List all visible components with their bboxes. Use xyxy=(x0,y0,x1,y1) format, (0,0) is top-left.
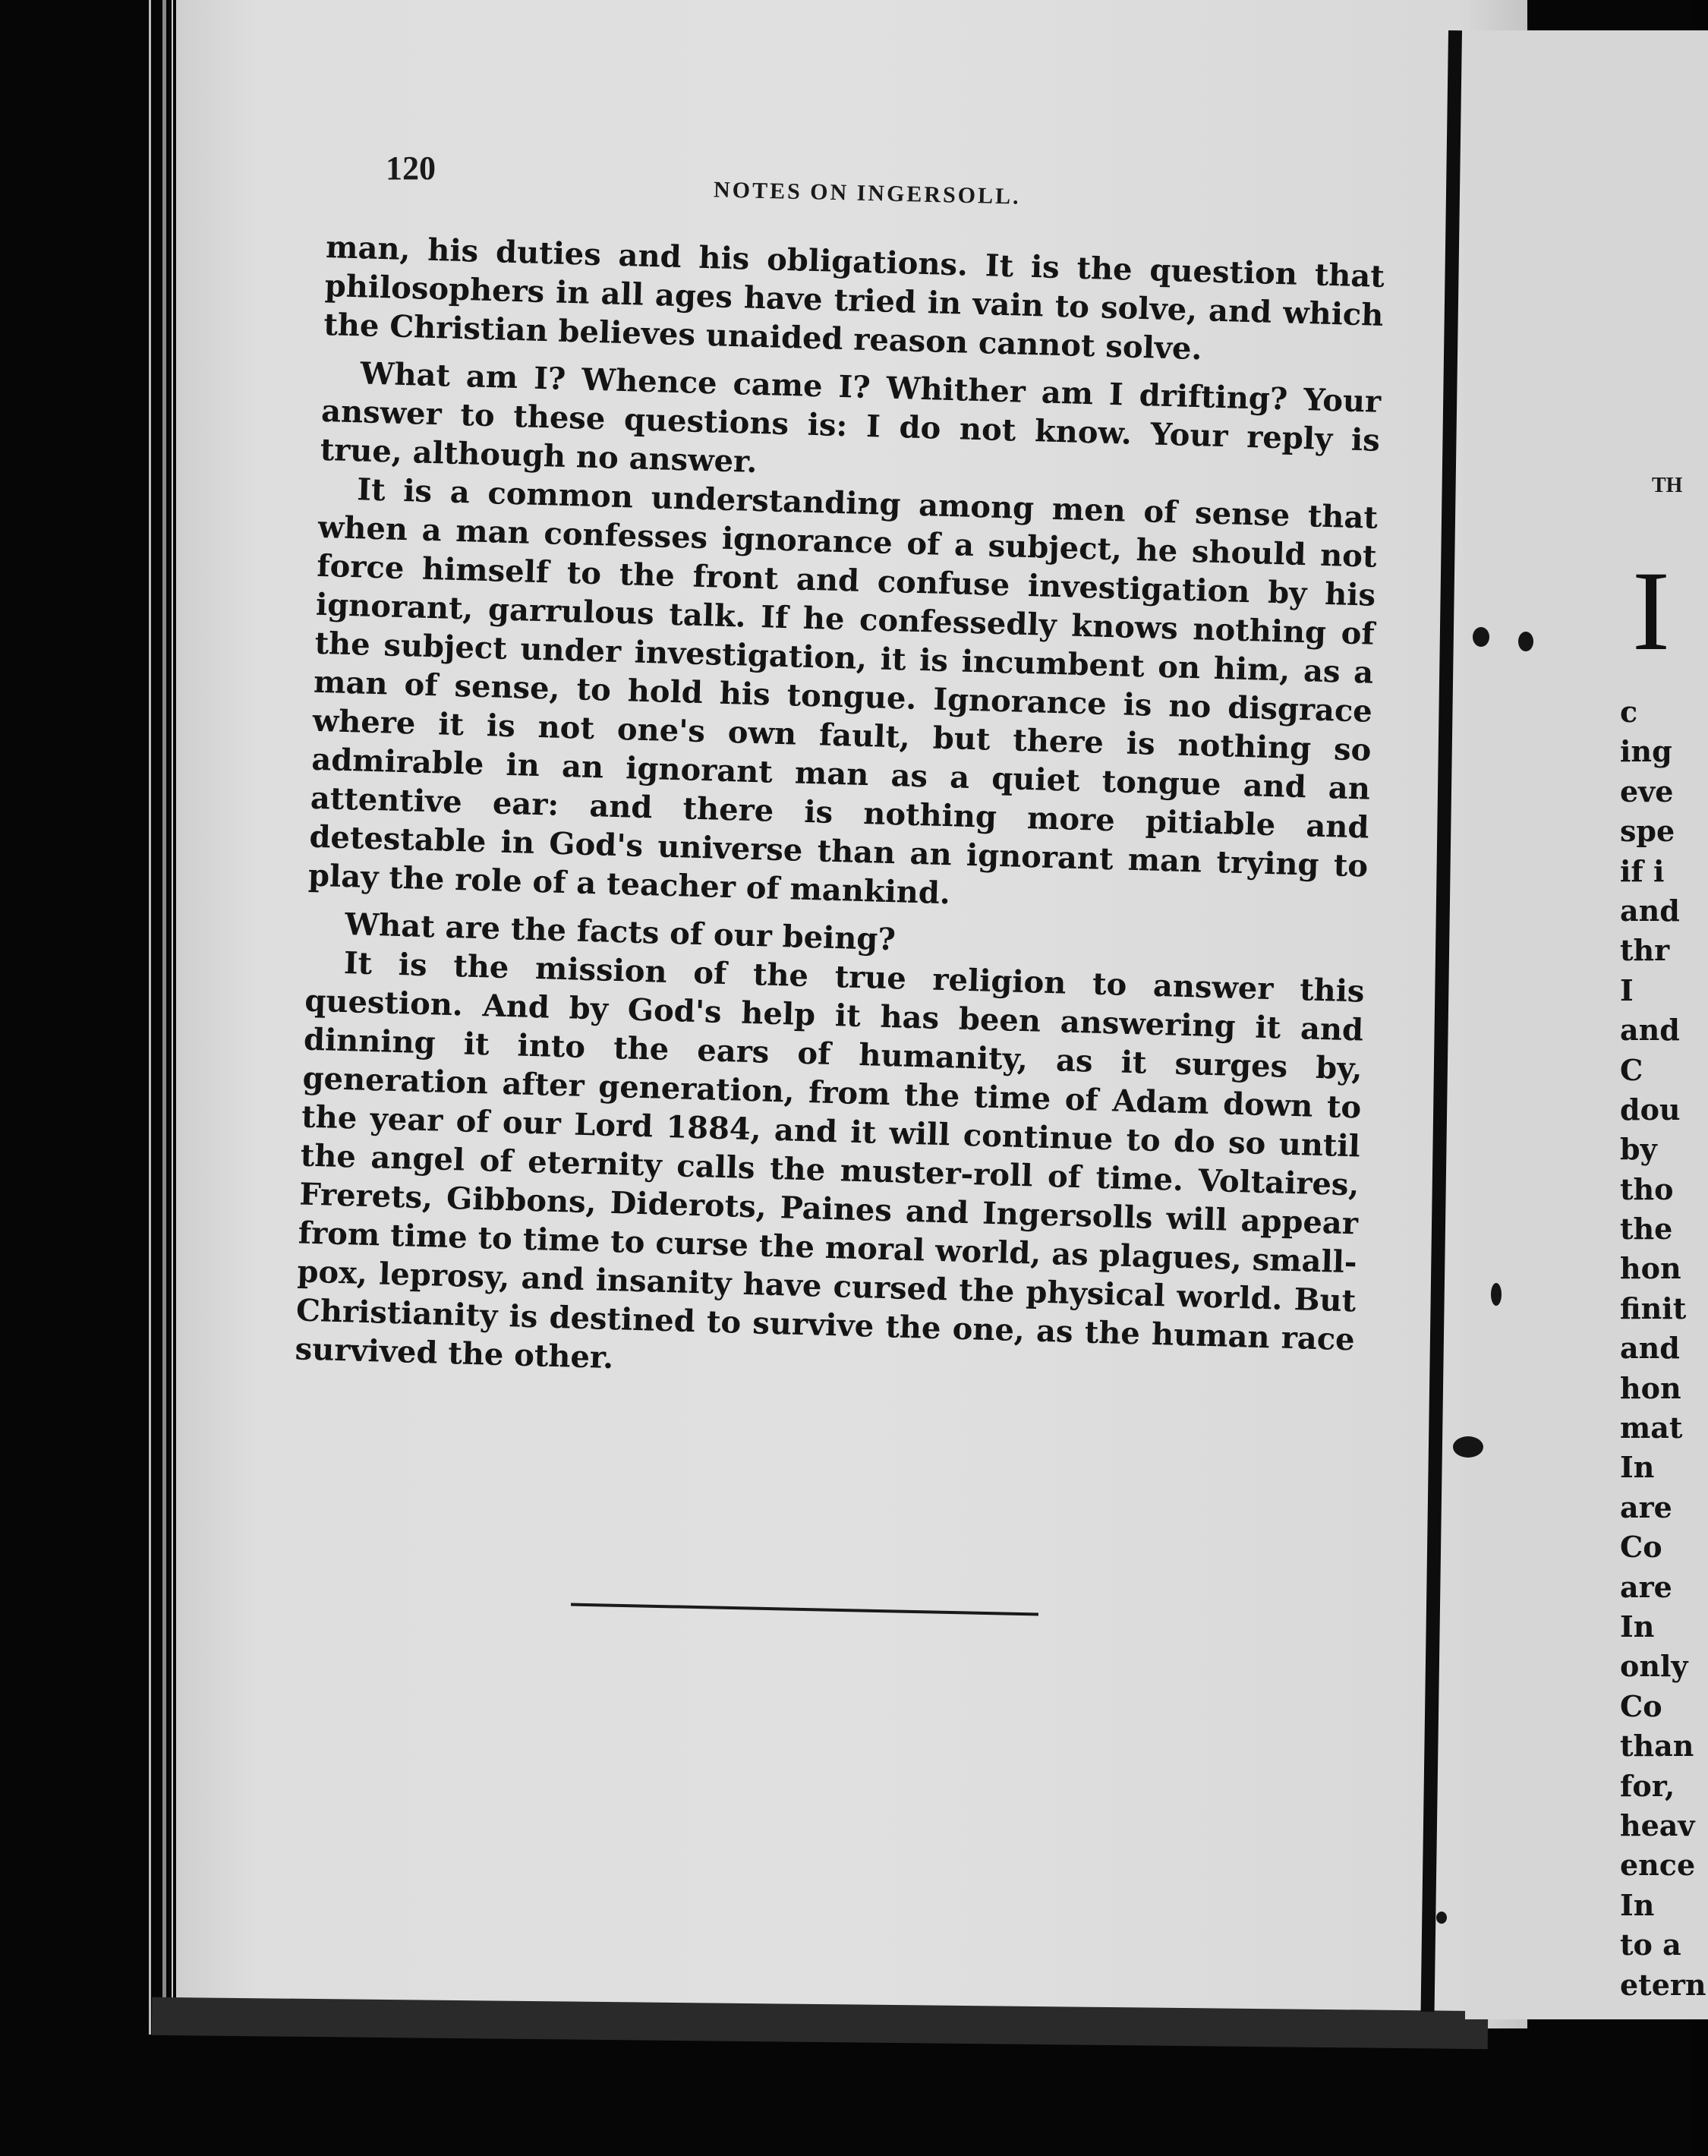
next-page-line: eve xyxy=(1620,774,1674,808)
next-page-line: etern xyxy=(1620,1967,1706,2002)
next-page-line: are xyxy=(1620,1489,1672,1524)
next-page-line: ence xyxy=(1620,1848,1696,1883)
next-page-line: Co xyxy=(1620,1530,1662,1565)
next-page-line: finit xyxy=(1620,1291,1687,1325)
paragraph: It is a common understanding among men of sense that when a man confesses ignorance of a subject, he should not force himself to the front and confuse investigation by his ignorant, garrulous talk. If he confessedly knows nothing of the subject under investigation, it is incumbent on him, as a man of sense, to hold his tongue. Ignorance is no disgrace where it is not one's own fault, but there is nothing so admirable in an ignorant man as a quiet tongue and an attentive ear: and there is nothing more pitiable and detestable in God's universe than an ignorant man trying to play the role of a teacher of mankind. xyxy=(307,471,1379,912)
next-page-line: In xyxy=(1620,1609,1655,1644)
next-page-line: C xyxy=(1620,1052,1643,1087)
next-page-line: the xyxy=(1620,1212,1673,1247)
ink-speck xyxy=(1518,632,1533,651)
next-page-line: spe xyxy=(1620,814,1675,849)
next-page-line: to a xyxy=(1620,1927,1681,1962)
binding-edge xyxy=(162,0,166,2035)
paragraph: It is the mission of the true religion to answer this question. And by God's help it has been answering it and dinning it into the ears of humanity, as it surges by, generation after generation, from the time of Adam down to the year of our Lord 1884, and it will continue to do so until the angel of eternity calls the muster-roll of time. Voltaires, Frerets, Gibbons, Diderots, Paines and Ingersolls will appear from time to time to curse the moral world, as plagues, small-pox, leprosy, and insanity have cursed the physical world. But Christianity is destined to survive the one, as the human race survived the other. xyxy=(295,945,1366,1376)
next-page-line: thr xyxy=(1620,933,1670,968)
running-head: NOTES ON INGERSOLL. xyxy=(713,177,1021,210)
ink-speck xyxy=(1436,1912,1447,1924)
next-page-line: In xyxy=(1620,1450,1655,1485)
binding-edge xyxy=(149,0,151,2035)
ink-speck xyxy=(1453,1436,1483,1458)
paragraph: What am I? Whence came I? Whither am I drifting? Your answer to these questions is: I do not know. Your reply is true, although no answer. xyxy=(320,355,1382,480)
next-page-line: ing xyxy=(1620,734,1672,769)
binding-edge xyxy=(172,0,173,2035)
body-text xyxy=(295,228,1385,1407)
next-page-heading: TH xyxy=(1652,474,1683,497)
next-page-line: for, xyxy=(1620,1768,1675,1803)
paragraph: man, his duties and his obligations. It is the question that philosophers in all ages have tried in vain to solve, and which the Christian believes unaided reason cannot solve. xyxy=(323,229,1385,367)
next-page-line: heav xyxy=(1620,1808,1695,1842)
next-page-line: if i xyxy=(1620,853,1665,888)
ink-speck xyxy=(1491,1283,1502,1306)
next-page-line: are xyxy=(1620,1569,1672,1604)
next-page-line: dou xyxy=(1620,1092,1681,1127)
next-page-line: and xyxy=(1620,893,1680,928)
next-page-line: and xyxy=(1620,1331,1680,1366)
next-page-line: I xyxy=(1620,972,1634,1007)
next-page-line: hon xyxy=(1620,1251,1681,1286)
next-page-text xyxy=(1620,692,1706,2005)
next-page-line: mat xyxy=(1620,1411,1683,1445)
next-page-line: only xyxy=(1620,1649,1688,1684)
next-page-line: c xyxy=(1620,695,1638,729)
paragraph: What are the facts of our being? xyxy=(344,906,897,958)
next-page-line: by xyxy=(1620,1132,1657,1167)
ink-speck xyxy=(1473,627,1489,647)
next-page-line: hon xyxy=(1620,1370,1681,1405)
page-number: 120 xyxy=(386,150,436,187)
next-page-line: In xyxy=(1620,1887,1655,1922)
next-page-line: and xyxy=(1620,1013,1680,1048)
next-page-line: tho xyxy=(1620,1171,1674,1206)
next-page-line: Co xyxy=(1620,1688,1662,1723)
drop-cap: I xyxy=(1632,548,1670,674)
next-page-line: than xyxy=(1620,1729,1694,1764)
